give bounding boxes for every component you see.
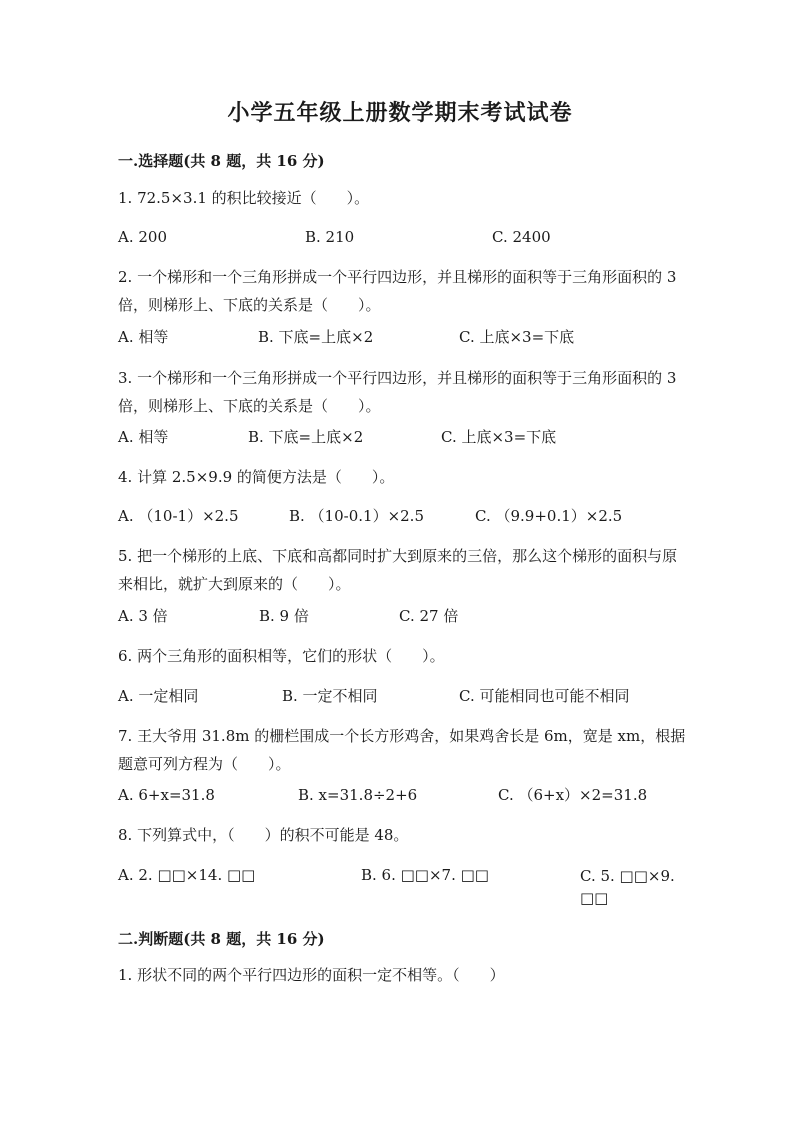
question-1-option-a: A. 200 — [118, 228, 167, 246]
question-8-option-b: B. 6. □□×7. □□ — [361, 866, 489, 884]
judgement-1: 1. 形状不同的两个平行四边形的面积一定不相等。（ ） — [118, 966, 505, 984]
question-5-option-c: C. 27 倍 — [399, 607, 459, 625]
question-2-option-a: A. 相等 — [118, 328, 169, 346]
exam-title: 小学五年级上册数学期末考试试卷 — [227, 100, 573, 126]
question-7: 7. 王大爷用 31.8m 的栅栏围成一个长方形鸡舍，如果鸡舍长是 6m，宽是 xm，根据题意可列方程为（ ）。 — [118, 727, 686, 773]
question-2: 2. 一个梯形和一个三角形拼成一个平行四边形，并且梯形的面积等于三角形面积的 3 倍，则梯形上、下底的关系是（ ）。 — [118, 268, 682, 314]
question-6: 6. 两个三角形的面积相等，它们的形状（ ）。 — [118, 647, 445, 665]
question-7-option-b: B. x=31.8÷2+6 — [298, 786, 418, 804]
question-6-option-b: B. 一定不相同 — [282, 687, 378, 705]
question-6-option-a: A. 一定相同 — [118, 687, 199, 705]
question-2-option-c: C. 上底×3=下底 — [459, 328, 575, 346]
question-1: 1. 72.5×3.1 的积比较接近（ ）。 — [118, 189, 370, 207]
question-3-option-c: C. 上底×3=下底 — [441, 428, 557, 446]
question-8-option-c: C. 5. □□×9. □□ — [580, 867, 675, 907]
question-1-option-b: B. 210 — [305, 228, 355, 246]
question-4-option-b: B. （10-0.1）×2.5 — [289, 507, 424, 525]
question-6-option-c: C. 可能相同也可能不相同 — [459, 687, 630, 705]
question-5: 5. 把一个梯形的上底、下底和高都同时扩大到原来的三倍，那么这个梯形的面积与原来相比，就扩大到原来的（ ）。 — [118, 547, 678, 593]
section-heading-judgement: 二.判断题(共 8 题，共 16 分) — [118, 930, 325, 948]
question-3: 3. 一个梯形和一个三角形拼成一个平行四边形，并且梯形的面积等于三角形面积的 3 倍，则梯形上、下底的关系是（ ）。 — [118, 369, 682, 415]
question-8: 8. 下列算式中，（ ）的积不可能是 48。 — [118, 826, 409, 844]
question-3-option-b: B. 下底=上底×2 — [248, 428, 364, 446]
question-7-option-c: C. （6+x）×2=31.8 — [498, 786, 648, 804]
question-5-option-a: A. 3 倍 — [118, 607, 168, 625]
question-8-option-a: A. 2. □□×14. □□ — [118, 866, 256, 884]
section-heading-choice: 一.选择题(共 8 题，共 16 分) — [118, 152, 325, 170]
question-2-option-b: B. 下底=上底×2 — [258, 328, 374, 346]
question-4-option-a: A. （10-1）×2.5 — [118, 507, 239, 525]
question-5-option-b: B. 9 倍 — [259, 607, 309, 625]
question-4: 4. 计算 2.5×9.9 的简便方法是（ ）。 — [118, 468, 395, 486]
question-4-option-c: C. （9.9+0.1）×2.5 — [475, 507, 623, 525]
question-7-option-a: A. 6+x=31.8 — [118, 786, 215, 804]
question-3-option-a: A. 相等 — [118, 428, 169, 446]
question-1-option-c: C. 2400 — [492, 228, 551, 246]
